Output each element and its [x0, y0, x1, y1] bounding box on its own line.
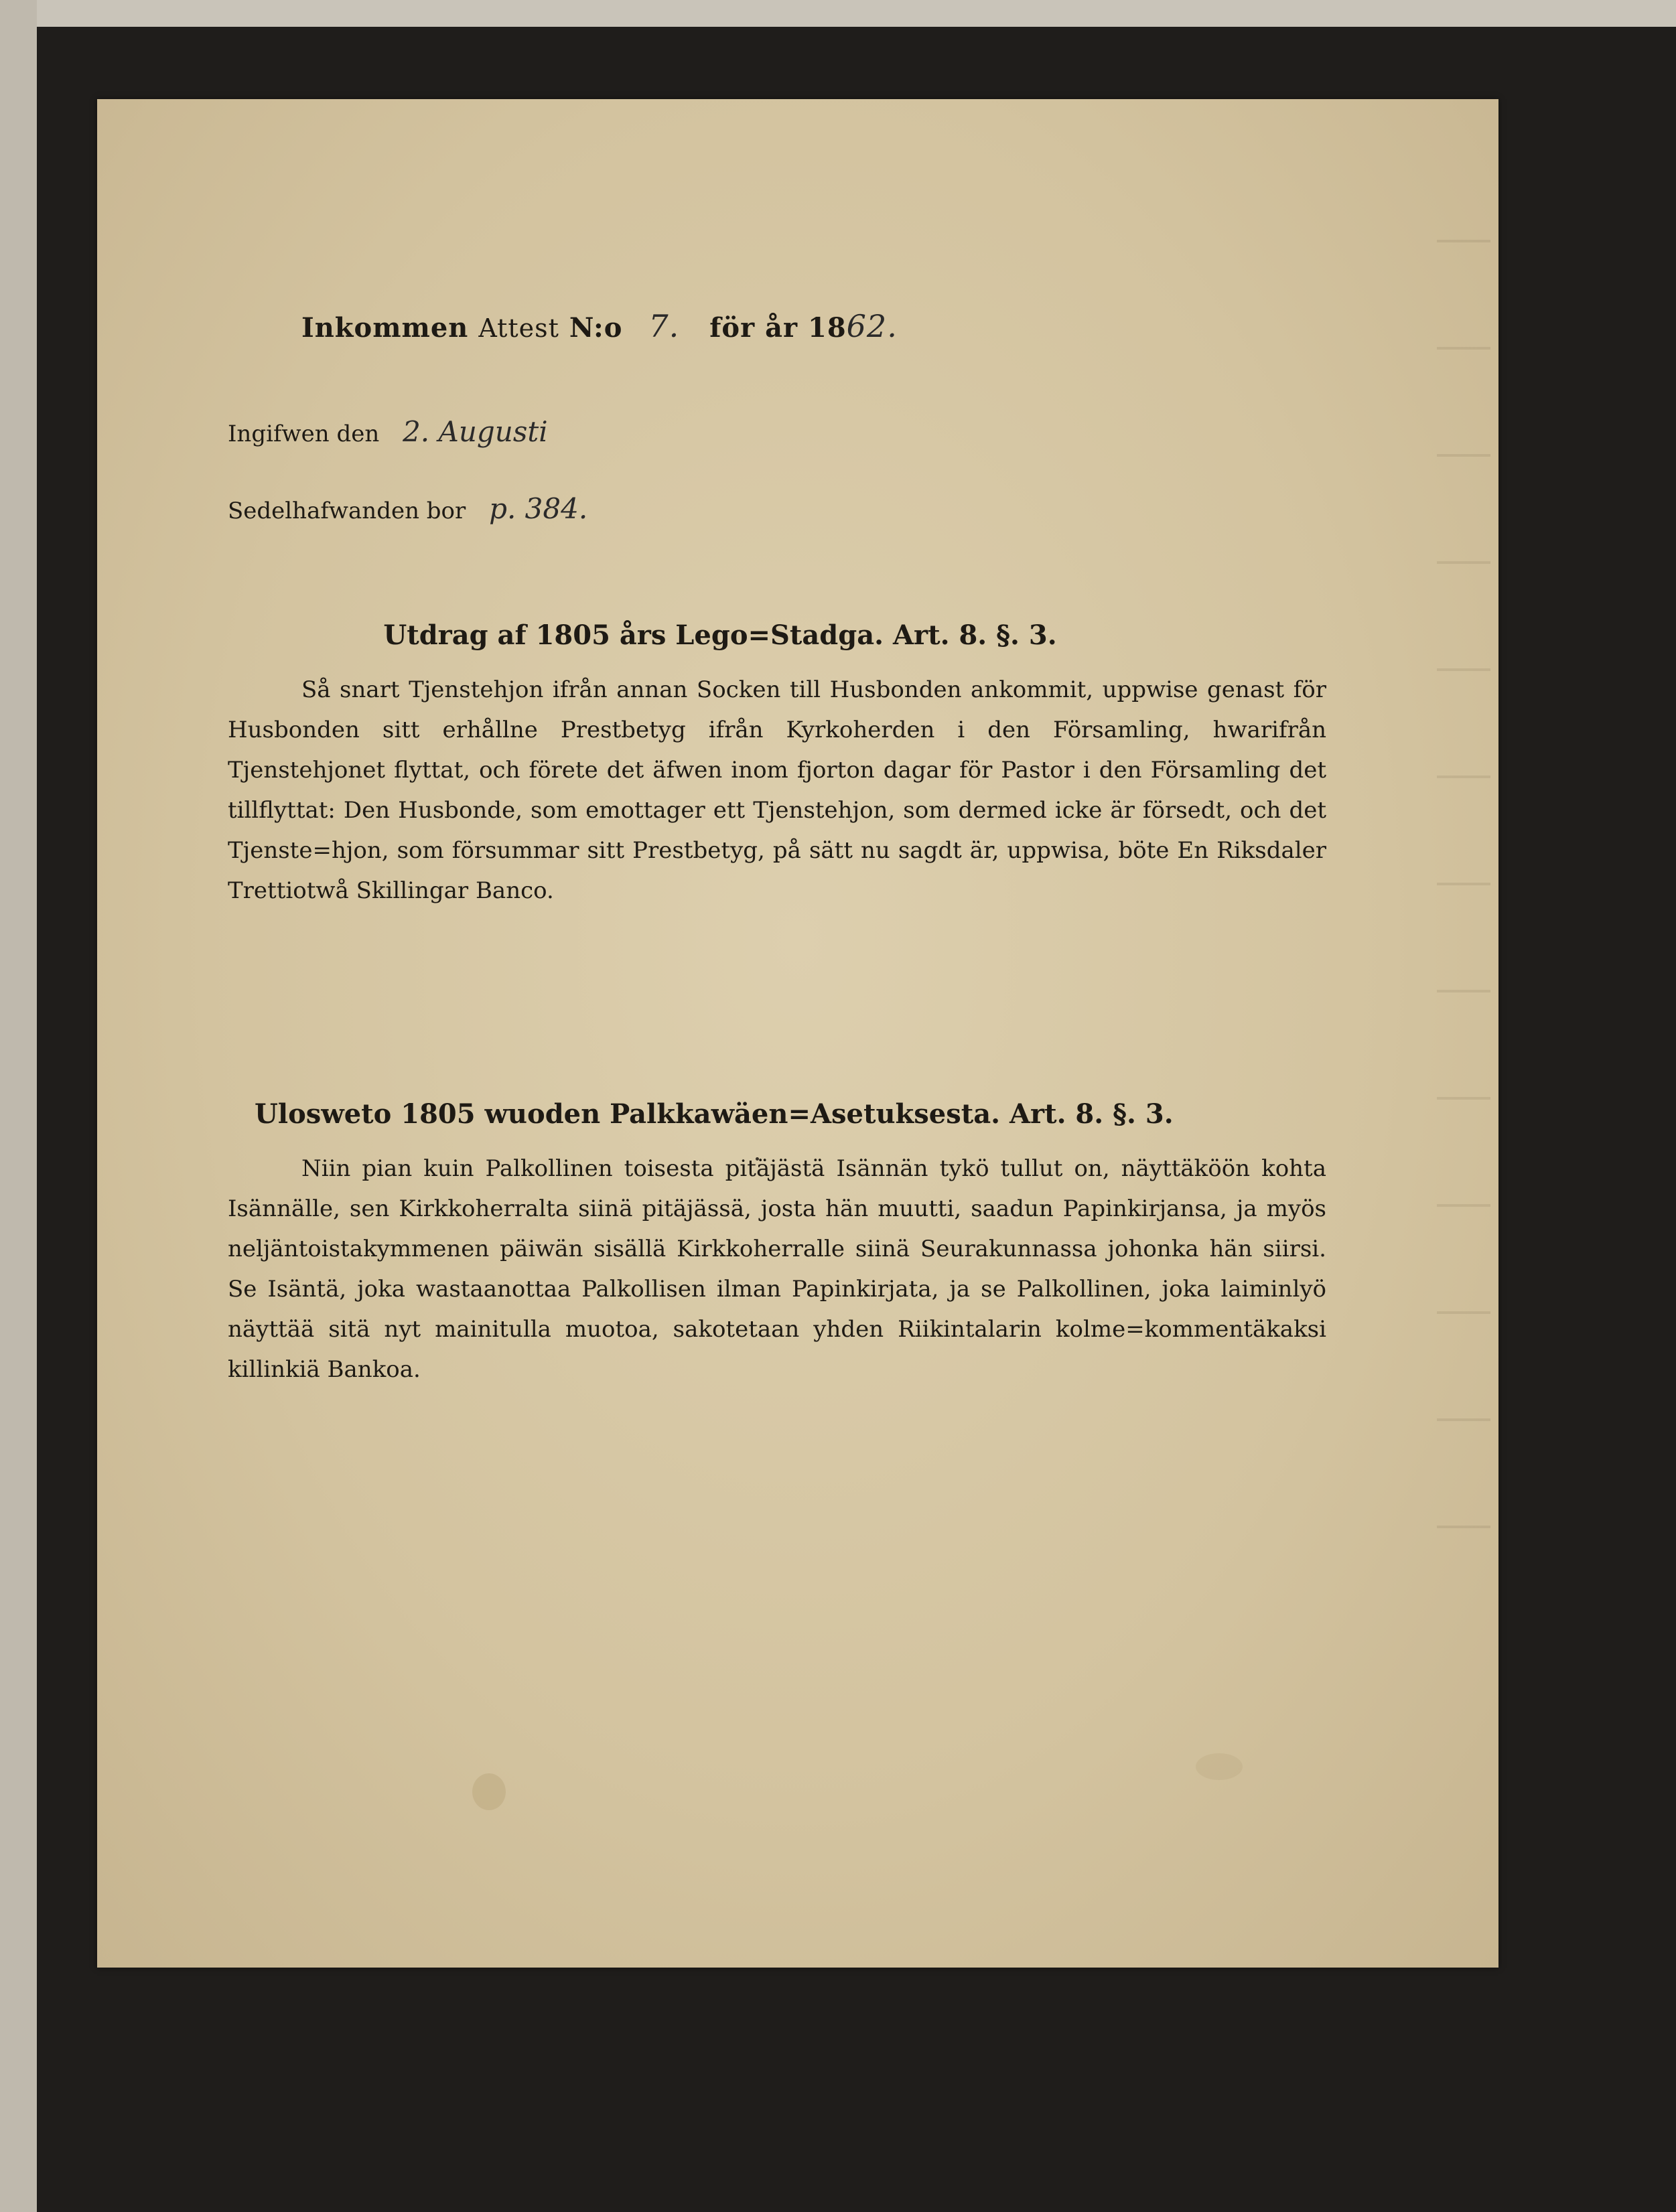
certificate-title [301, 308, 898, 344]
document-page [97, 99, 1498, 1968]
ingifwen-date-handwritten: 2. Augusti [403, 415, 548, 448]
finnish-section-heading: Ulosweto 1805 wuoden Palkkawäen=Asetuksesta. Art. 8. §. 3. [255, 1098, 1174, 1130]
title-no-label: N:o [569, 312, 623, 344]
paper-stain [472, 1773, 506, 1810]
show-through-text [1437, 159, 1490, 1633]
sedelhafwanden-address-handwritten: p. 384. [489, 492, 588, 525]
scan-backdrop-left [0, 0, 37, 2212]
ingifwen-label: Ingifwen den [228, 421, 380, 447]
title-year-label: för år 18 [709, 312, 847, 344]
scan-backdrop-top [0, 0, 1676, 27]
swedish-section-heading: Utdrag af 1805 års Lego=Stadga. Art. 8. §. 3. [383, 619, 1057, 651]
sedelhafwanden-label: Sedelhafwanden bor [228, 498, 466, 524]
certificate-number-handwritten: 7. [648, 308, 680, 344]
finnish-section-text: Niin pian kuin Palkollinen toisesta pitäjästä Isännän tykö tullut on, näyttäköön kohta Isännälle, sen Kirkkoherralta siinä pitäjässä, josta hän muutti, saadun Papinkirjansa, ja myös neljäntoistakymmenen päiwän sisällä Kirkkoherralle siinä Seurakunnassa johonka hän siirsi. Se Isäntä, joka wastaanottaa Palkollisen ilman Papinkirjata, ja se Palkollinen, joka laiminlyö näyttää sitä nyt mainitulla muotoa, sakotetaan yhden Riikintalarin kolme=kommentäkaksi killinkiä Bankoa. [228, 1155, 1326, 1383]
swedish-section-text: Så snart Tjenstehjon ifrån annan Socken till Husbonden ankommit, uppwise genast för Husbonden sitt erhållne Prestbetyg ifrån Kyrkoherden i den Församling, hwarifrån Tjenstehjonet flyttat, och förete det äfwen inom fjorton dagar för Pastor i den Församling det tillflyttat: Den Husbonde, som emottager ett Tjenstehjon, som dermed icke är försedt, och det Tjenste=hjon, som försummar sitt Prestbetyg, på sätt nu sagdt är, uppwisa, böte En Riksdaler Trettiotwå Skillingar Banco. [228, 676, 1326, 904]
paper-stain [1196, 1753, 1243, 1780]
year-handwritten: 62. [846, 308, 898, 344]
ingifwen-row [228, 415, 548, 448]
title-word: Inkommen [301, 312, 469, 344]
sedelhafwanden-row [228, 492, 587, 525]
title-attest: Attest [478, 313, 559, 343]
